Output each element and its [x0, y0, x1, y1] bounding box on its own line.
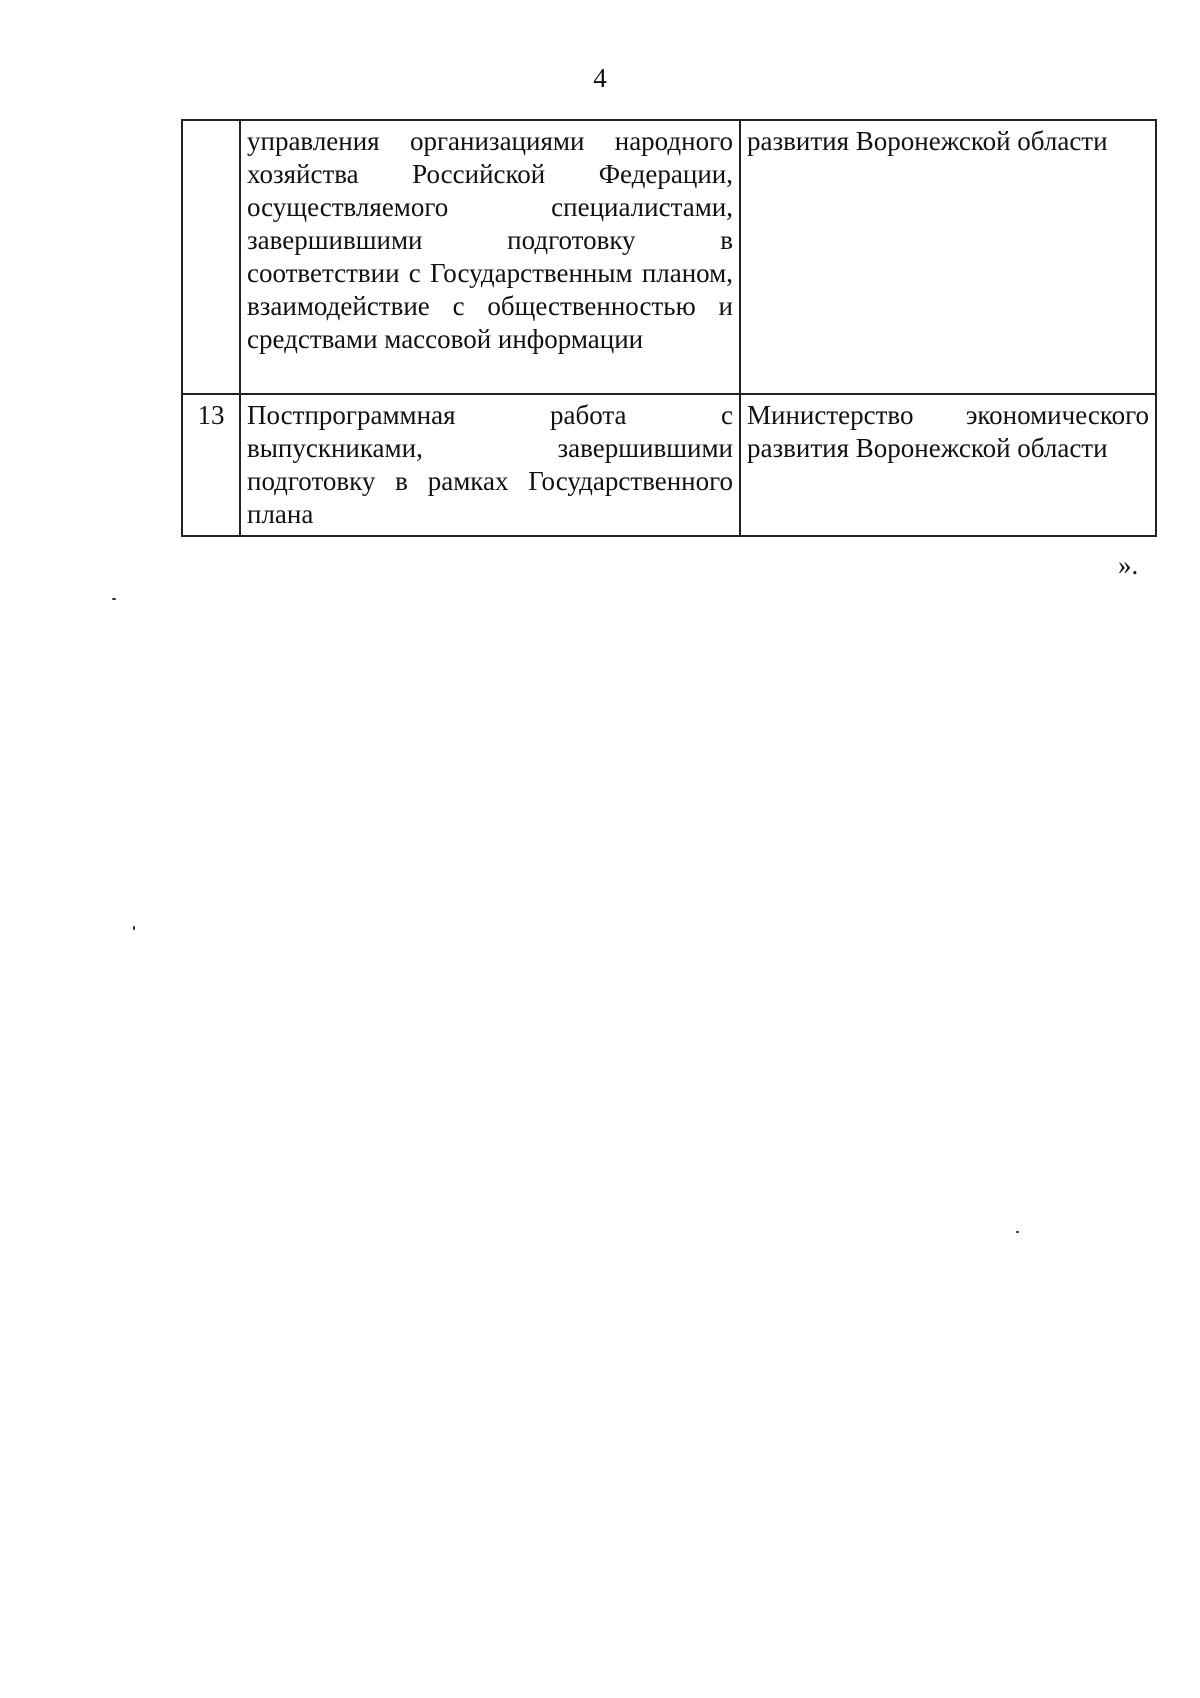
scan-speck: [133, 926, 135, 930]
scan-speck: [112, 598, 116, 600]
table-row: [182, 120, 1156, 394]
responsible-cell: развития Воронежской области: [740, 120, 1156, 394]
event-cell: управления организациями народного хозяйства Российской Федерации, осуществляемого специалистами, завершившими подготовку в соответствии с Государственным планом, взаимодействие с общественностью и средствами массовой информации: [240, 120, 740, 394]
measures-table: [181, 119, 1157, 537]
scan-speck: [1016, 1231, 1019, 1233]
table-row: [182, 394, 1156, 536]
event-cell: Постпрограммная работа с выпускниками, завершившими подготовку в рамках Государственного плана: [240, 394, 740, 536]
responsible-cell: Министерство экономического развития Воронежской области: [740, 394, 1156, 536]
page-number: 4: [593, 63, 607, 93]
closing-quote-mark: ».: [1118, 550, 1139, 580]
row-number-cell: [182, 120, 240, 394]
row-number-cell: 13: [182, 394, 240, 536]
